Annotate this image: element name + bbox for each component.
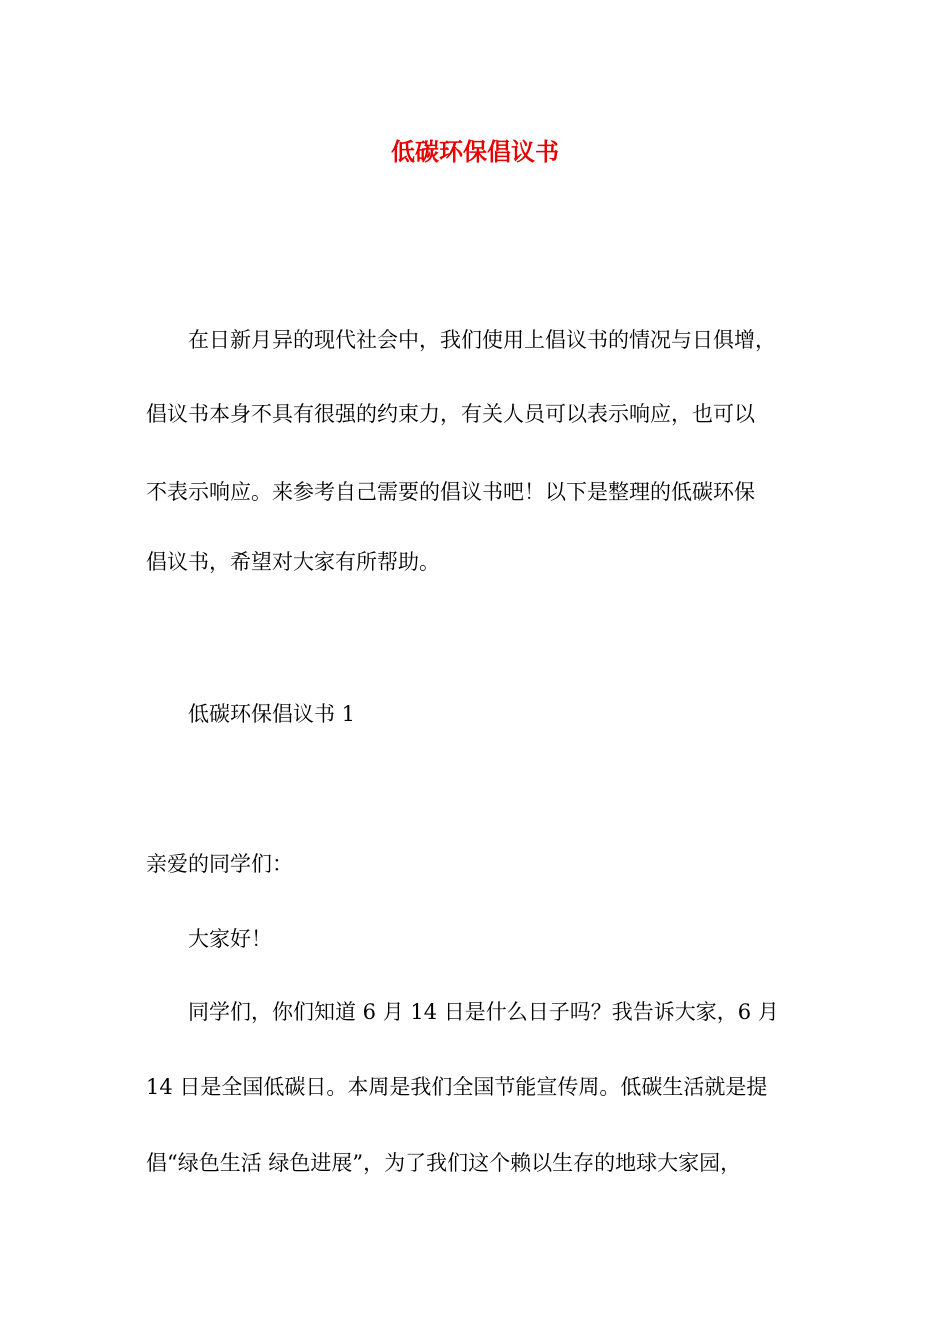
intro-line-1: 在日新月异的现代社会中，我们使用上倡议书的情况与日俱增， — [188, 328, 776, 352]
intro-line-4: 倡议书，希望对大家有所帮助。 — [146, 550, 440, 574]
document-title: 低碳环保倡议书 — [391, 137, 559, 166]
intro-line-3: 不表示响应。来参考自己需要的倡议书吧！以下是整理的低碳环保 — [146, 480, 755, 504]
body-line-2: 14 日是全国低碳日。本周是我们全国节能宣传周。低碳生活就是提 — [146, 1075, 768, 1099]
section-heading: 低碳环保倡议书 1 — [188, 702, 356, 726]
salutation: 亲爱的同学们： — [146, 852, 293, 876]
body-line-1: 同学们，你们知道 6 月 14 日是什么日子吗？我告诉大家，6 月 — [188, 1000, 779, 1024]
greeting: 大家好！ — [188, 927, 272, 951]
body-line-3: 倡“绿色生活 绿色进展”，为了我们这个赖以生存的地球大家园， — [146, 1151, 742, 1175]
intro-line-2: 倡议书本身不具有很强的约束力，有关人员可以表示响应，也可以 — [146, 402, 755, 426]
